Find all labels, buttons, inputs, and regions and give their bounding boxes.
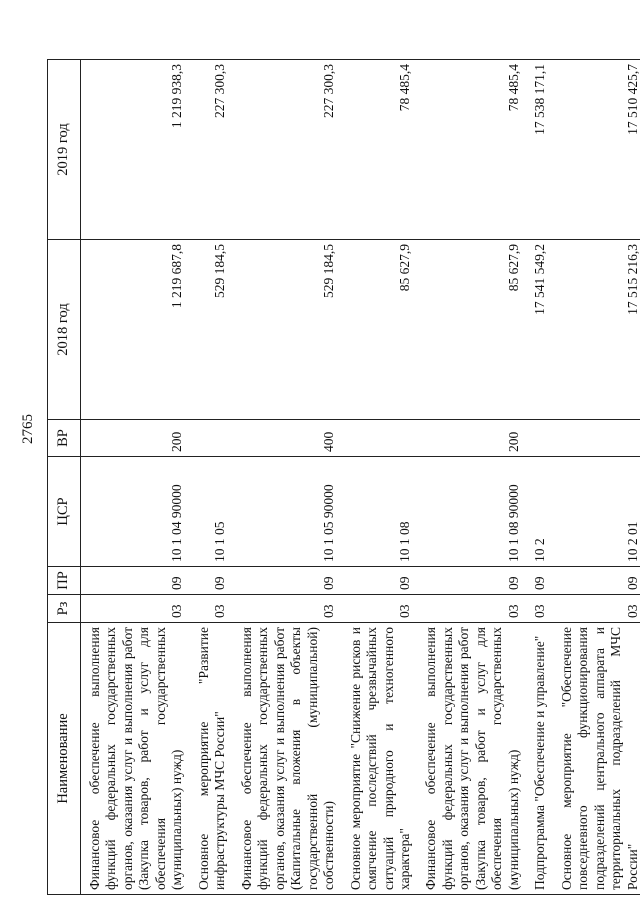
row-2018: 17 515 216,3 xyxy=(553,240,640,420)
row-2019: 227 300,3 xyxy=(190,60,233,240)
row-csr: 10 1 08 xyxy=(342,457,418,567)
row-2019: 17 510 425,7 xyxy=(553,60,640,240)
row-name: Основное мероприятие "Снижение рисков и смягчение последствий чрезвычайных ситуаций природного и техногенного характера" xyxy=(342,623,418,895)
row-name: Основное мероприятие "Развитие инфраструктуры МЧС России" xyxy=(190,623,233,895)
row-vr xyxy=(190,420,233,457)
row-vr: 200 xyxy=(81,420,190,457)
row-2019: 227 300,3 xyxy=(233,60,342,240)
table-row xyxy=(553,60,640,895)
row-rz: 03 xyxy=(553,595,640,623)
row-csr: 10 1 04 90000 xyxy=(81,457,190,567)
row-name: Подпрограмма "Обеспечение и управление" xyxy=(526,623,552,895)
table-row xyxy=(342,60,418,895)
row-2019: 17 538 171,1 xyxy=(526,60,552,240)
row-name: Финансовое обеспечение выполнения функций федеральных государственных органов, оказания услуг и выполнения работ (Закупка товаров, работ и услуг для обеспечения государственных (муниципальных) нужд) xyxy=(417,623,526,895)
row-vr: 200 xyxy=(417,420,526,457)
row-csr: 10 1 05 xyxy=(190,457,233,567)
header-csr: ЦСР xyxy=(48,457,81,567)
row-2019: 78 485,4 xyxy=(342,60,418,240)
budget-sheet xyxy=(47,60,640,895)
row-2018: 85 627,9 xyxy=(342,240,418,420)
header-name: Наименование xyxy=(48,623,81,895)
header-2018: 2018 год xyxy=(48,240,81,420)
row-rz: 03 xyxy=(190,595,233,623)
row-pr: 09 xyxy=(417,567,526,595)
row-pr: 09 xyxy=(233,567,342,595)
budget-table xyxy=(47,59,640,895)
table-row xyxy=(190,60,233,895)
row-csr: 10 2 01 xyxy=(553,457,640,567)
row-vr xyxy=(526,420,552,457)
row-rz: 03 xyxy=(342,595,418,623)
row-pr: 09 xyxy=(81,567,190,595)
table-row xyxy=(81,60,190,895)
row-pr: 09 xyxy=(553,567,640,595)
table-row xyxy=(233,60,342,895)
header-vr: ВР xyxy=(48,420,81,457)
row-vr xyxy=(553,420,640,457)
row-csr: 10 1 05 90000 xyxy=(233,457,342,567)
header-pr: ПР xyxy=(48,567,81,595)
row-2018: 17 541 549,2 xyxy=(526,240,552,420)
row-name: Основное мероприятие "Обеспечение повседневного функционирования подразделений центрального аппарата и территориальных подразделений МЧС России" xyxy=(553,623,640,895)
row-rz: 03 xyxy=(81,595,190,623)
row-csr: 10 2 xyxy=(526,457,552,567)
row-name: Финансовое обеспечение выполнения функций федеральных государственных органов, оказания услуг и выполнения работ (Закупка товаров, работ и услуг для обеспечения государственных (муниципальных) нужд) xyxy=(81,623,190,895)
table-row xyxy=(417,60,526,895)
table-header-row xyxy=(48,60,81,895)
row-2018: 529 184,5 xyxy=(190,240,233,420)
row-2018: 85 627,9 xyxy=(417,240,526,420)
row-pr: 09 xyxy=(190,567,233,595)
row-2019: 78 485,4 xyxy=(417,60,526,240)
row-2018: 529 184,5 xyxy=(233,240,342,420)
header-rz: Рз xyxy=(48,595,81,623)
row-pr: 09 xyxy=(342,567,418,595)
row-vr xyxy=(342,420,418,457)
row-pr: 09 xyxy=(526,567,552,595)
header-2019: 2019 год xyxy=(48,60,81,240)
page-number: 2765 xyxy=(20,414,36,444)
row-vr: 400 xyxy=(233,420,342,457)
row-rz: 03 xyxy=(417,595,526,623)
row-name: Финансовое обеспечение выполнения функций федеральных государственных органов, оказания услуг и выполнения работ (Капитальные вложения в объекты государственной (муниципальной) собственности) xyxy=(233,623,342,895)
row-2019: 1 219 938,3 xyxy=(81,60,190,240)
row-rz: 03 xyxy=(233,595,342,623)
row-rz: 03 xyxy=(526,595,552,623)
row-csr: 10 1 08 90000 xyxy=(417,457,526,567)
row-2018: 1 219 687,8 xyxy=(81,240,190,420)
table-row xyxy=(526,60,552,895)
